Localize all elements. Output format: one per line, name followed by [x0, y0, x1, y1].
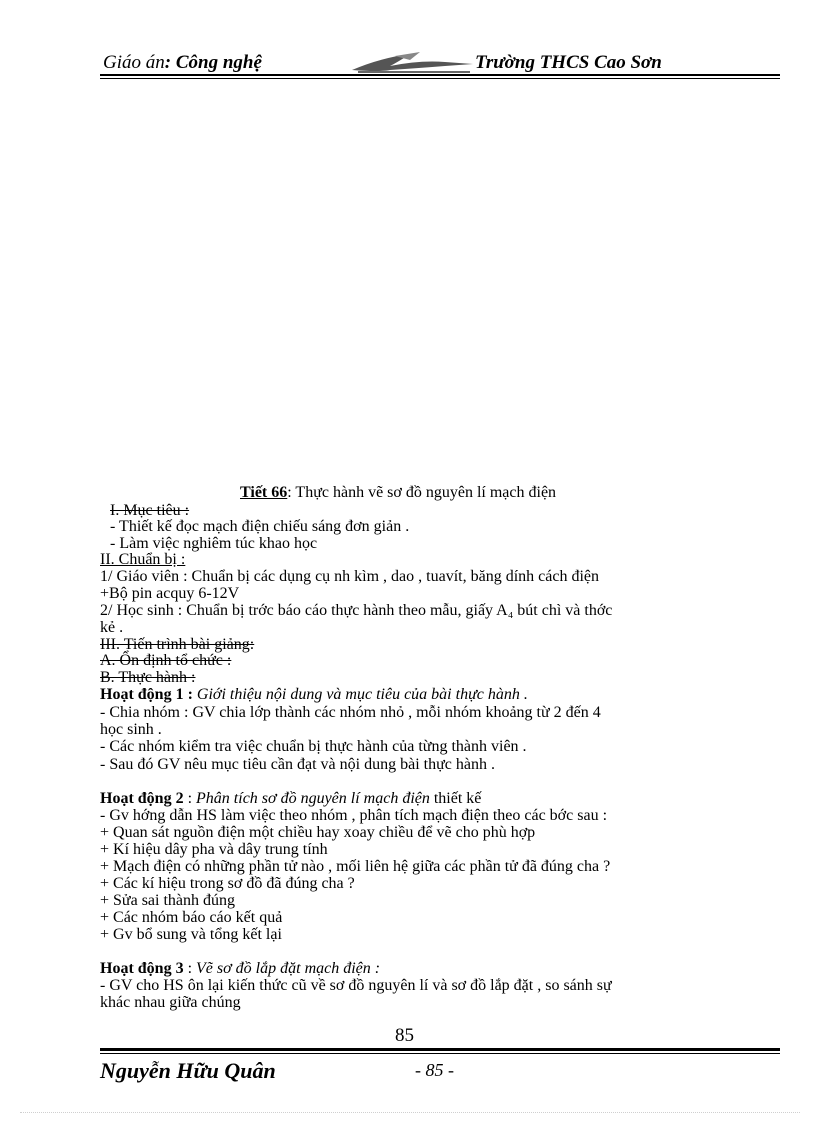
activity-3-title: Vẽ sơ đồ lắp đặt mạch điện : [196, 960, 381, 977]
footer-page-marker: - 85 - [415, 1060, 454, 1080]
section-process: III. Tiến trình bài giảng: [100, 636, 255, 653]
section-organize: A. Ổn định tổ chức : [100, 652, 232, 669]
activity-2-item-8: + Gv bổ sung và tổng kết lại [100, 926, 282, 943]
activity-2-title: Phân tích sơ đồ nguyên lí mạch điện [196, 790, 430, 807]
footer-rule [100, 1048, 780, 1051]
activity-3-item-1-cont: khác nhau giữa chúng [100, 994, 241, 1011]
activity-2-item-3: + Kí hiệu dây pha và dây trung tính [100, 841, 328, 858]
activity-1-item-1: - Chia nhóm : GV chia lớp thành các nhóm nhỏ , mỗi nhóm khoảng từ 2 đến 4 [100, 704, 601, 721]
activity-1-item-2: - Các nhóm kiểm tra việc chuẩn bị thực hành của từng thành viên . [100, 738, 527, 755]
activity-2-item-6: + Sửa sai thành đúng [100, 892, 236, 909]
activity-2-item-4: + Mạch điện có những phần tử nào , mối liên hệ giữa các phần tử đã đúng cha ? [100, 858, 611, 875]
prep-student-cont: kẻ . [100, 619, 124, 636]
objective-2: - Làm việc nghiêm túc khao học [110, 535, 318, 552]
prep-teacher: 1/ Giáo viên : Chuẩn bị các dụng cụ nh kìm , dao , tuavít, băng dính cách điện [100, 568, 599, 585]
activity-3-item-1: - GV cho HS ôn lại kiến thức cũ về sơ đồ nguyên lí và sơ đồ lắp đặt , so sánh sự [100, 977, 612, 994]
activity-1-heading [100, 686, 528, 703]
activity-1-title: Giới thiệu nội dung và mục tiêu của bài thực hành . [192, 686, 528, 703]
activity-2-item-1: - Gv hớng dẫn HS làm việc theo nhóm , phân tích mạch điện theo các bớc sau : [100, 807, 608, 824]
activity-2-heading: Hoạt động 2 : Phân tích sơ đồ nguyên lí mạch điện thiết kế [100, 790, 482, 807]
objective-1: - Thiết kế đọc mạch điện chiếu sáng đơn giản . [110, 518, 410, 535]
section-preparation: II. Chuẩn bị : [100, 551, 186, 568]
header-school: Trường THCS Cao Sơn [475, 52, 662, 73]
section-objectives: I. Mục tiêu : [110, 502, 190, 519]
lesson-number: Tiết 66 [240, 484, 288, 501]
header-subject: Giáo án: Công nghệ [103, 52, 262, 73]
page-edge-divider [20, 1112, 800, 1113]
activity-1-item-1-cont: học sinh . [100, 721, 162, 738]
section-practice: B. Thực hành : [100, 669, 196, 686]
activity-1-item-3: - Sau đó GV nêu mục tiêu cần đạt và nội dung bài thực hành . [100, 756, 495, 773]
activity-1-label: Hoạt động 1 : [100, 686, 193, 703]
activity-2-item-2: + Quan sát nguồn điện một chiều hay xoay chiều để vẽ cho phù hợp [100, 824, 536, 841]
activity-3-heading: Hoạt động 3 : Vẽ sơ đồ lắp đặt mạch điện : [100, 960, 381, 977]
activity-2-item-5: + Các kí hiệu trong sơ đồ đã đúng cha ? [100, 875, 355, 892]
activity-3-label: Hoạt động 3 [100, 960, 184, 977]
activity-2-label: Hoạt động 2 [100, 790, 184, 807]
header-rule-thin [100, 78, 780, 79]
page-number: 85 [395, 1025, 414, 1046]
lesson-title-text: : Thực hành vẽ sơ đồ nguyên lí mạch điện [287, 484, 557, 501]
header-subject-name: : Công nghệ [164, 52, 262, 73]
prep-battery: +Bộ pin acquy 6-12V [100, 585, 240, 602]
footer-author: Nguyễn Hữu Quân [100, 1058, 276, 1083]
activity-2-item-7: + Các nhóm báo cáo kết quả [100, 909, 283, 926]
footer-rule-thin [100, 1053, 780, 1054]
prep-student: 2/ Học sinh : Chuẩn bị trớc báo cáo thực hành theo mẫu, giấy A₄ bút chì và thớc [100, 602, 613, 619]
header-rule [100, 74, 780, 76]
lesson-title [240, 484, 556, 501]
